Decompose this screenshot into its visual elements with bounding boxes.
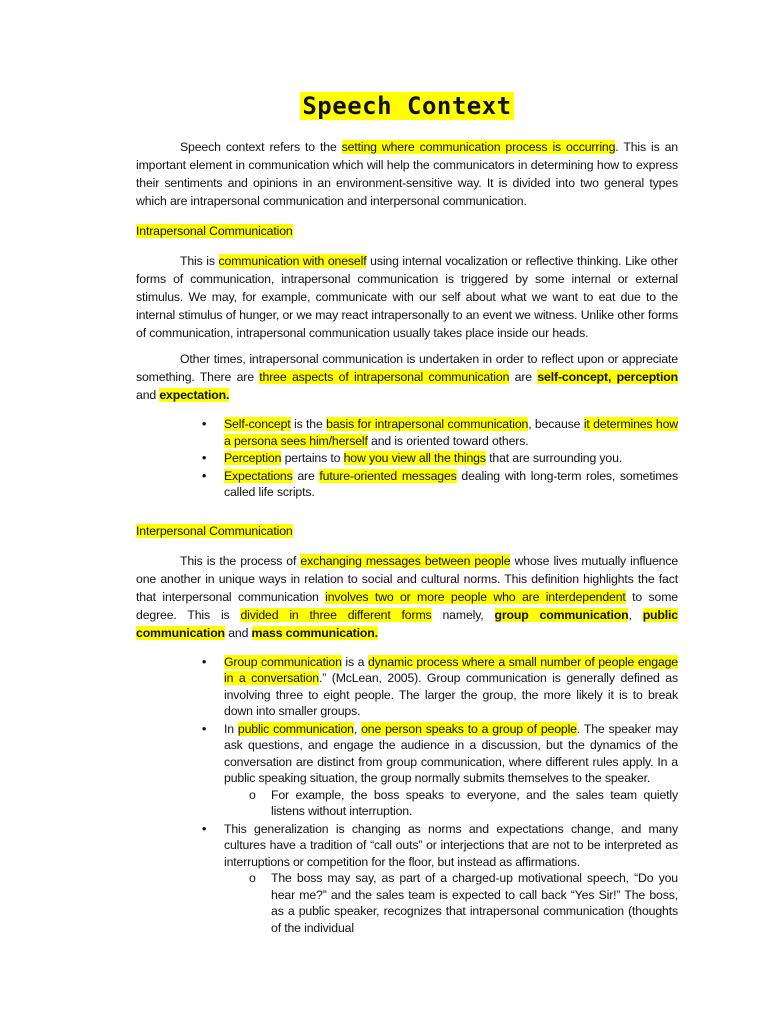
- list-item: • Perception pertains to how you view all the things that are surrounding you.: [202, 451, 623, 465]
- list-item: • In public communication, one person speaks to a group of people. The speaker may ask questions, and engage the audience in a discussion, but the dynamics of the conversation are distinct from group communication, where different rules apply. In a public speaking situation, the group normally submits themselves to the speaker. o For example, the boss speaks to everyone, and the sales team quietly listens without interruption.: [202, 721, 678, 818]
- call-outs-sublist: [224, 870, 678, 936]
- interpersonal-forms-list: [136, 654, 678, 937]
- document-title: Speech Context: [302, 92, 512, 120]
- intrapersonal-heading: Intrapersonal Communication: [136, 224, 293, 238]
- sub-list-item: o The boss may say, as part of a charged-up motivational speech, “Do you hear me?” and the sales team is expected to call back “Yes Sir!” The boss, as a public speaker, recognizes that intrapersonal communication (thoughts of the individual: [249, 871, 678, 935]
- intrapersonal-paragraph-1: This is communication with oneself using internal vocalization or reflective thinking. Like other forms of communication, intrapersonal communication is triggered by some internal or external stimulus. We may, for example, communicate with our self about what we want to eat due to the internal stimulus of hunger, or we may react intrapersonally to an event we witness. Unlike other forms of communication, intrapersonal communication usually takes place inside our heads.: [136, 254, 678, 340]
- list-item: • Group communication is a dynamic process where a small number of people engage in a conversation.” (McLean, 2005). Group communication is generally defined as involving three to eight people. The larger the group, the more likely it is to break down into smaller groups.: [202, 654, 678, 718]
- interpersonal-heading: Interpersonal Communication: [136, 523, 293, 538]
- list-item: • Self-concept is the basis for intrapersonal communication, because it determines how a persona sees him/herself and is oriented toward others.: [202, 417, 679, 448]
- interpersonal-paragraph-1: This is the process of exchanging messages between people whose lives mutually influence one another in unique ways in relation to social and cultural norms. This definition highlights the fact that interpersonal communication involves two or more people who are interdependent to some degree. This is divided in three different forms namely, group communication, public communication and mass communication.: [136, 553, 679, 640]
- list-item: • Expectations are future-oriented messages dealing with long-term roles, sometimes called life scripts.: [202, 468, 678, 499]
- intrapersonal-paragraph-2: Other times, intrapersonal communication is undertaken in order to reflect upon or appreciate something. There are three aspects of intrapersonal communication are self-concept, perception and expectation.: [136, 352, 678, 402]
- intro-paragraph: Speech context refers to the setting where communication process is occurring. This is an important element in communication which will help the communicators in determining how to express their sentiments and opinions in an environment-sensitive way. It is divided into two general types which are intrapersonal communication and interpersonal communication.: [136, 140, 678, 208]
- public-communication-sublist: [224, 787, 678, 820]
- list-item: • This generalization is changing as norms and expectations change, and many cultures have a tradition of “call outs” or interjections that are not to be interpreted as interruptions or competition for the floor, but instead as affirmations. o The boss may say, as part of a charged-up motivational speech, “Do you hear me?” and the sales team is expected to call back “Yes Sir!” The boss, as a public speaker, recognizes that intrapersonal communication (thoughts of the individual: [202, 821, 678, 935]
- sub-list-item: o For example, the boss speaks to everyone, and the sales team quietly listens without interruption.: [249, 787, 678, 818]
- intrapersonal-aspects-list: [136, 416, 678, 501]
